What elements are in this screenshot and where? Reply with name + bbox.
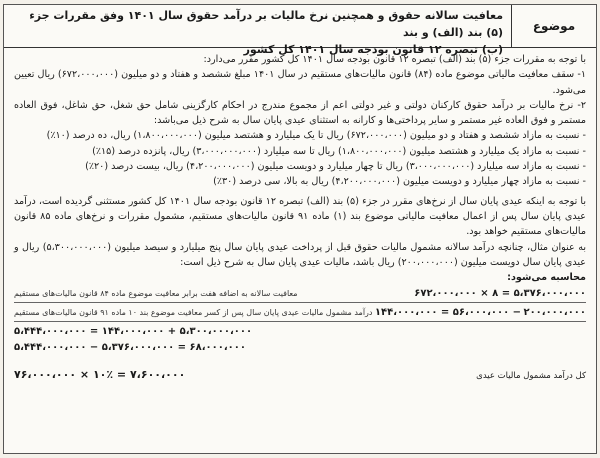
- example-paragraph: به عنوان مثال، چنانچه درآمد سالانه مشمول مالیات حقوق قبل از پرداخت عیدی پایان سال پنج میلیارد و سیصد میلیون (۵،۳۰۰،۰۰۰،۰۰۰) ریال و عیدی پایان سال دویست میلیون (۲۰۰،۰۰۰،۰۰۰) ریال باشد، مالیات عیدی پایان سال به شرح ذیل است:: [14, 241, 587, 268]
- result-label: کل درآمد مشمول مالیات عیدی: [476, 371, 586, 382]
- tax-bracket-2: - نسبت به مازاد یک میلیارد و هشتصد میلیون (۱،۸۰۰،۰۰۰،۰۰۰) ریال تا سه میلیارد (۳،۰۰۰،۰۰۰،۰۰۰) ریال، پانزده درصد (۱۵٪): [92, 145, 586, 157]
- title-line-1: معافیت سالانه حقوق و همچنین نرخ مالیات بر درآمد حقوق سال ۱۴۰۱ وفق مقررات جزء (۵) بند (الف) و بند: [29, 9, 503, 39]
- tax-bracket-3: - نسبت به مازاد سه میلیارد (۳،۰۰۰،۰۰۰،۰۰۰) ریال تا چهار میلیارد و دویست میلیون (۴،۲۰۰،۰۰۰،۰۰۰) ریال، بیست درصد (۲۰٪): [85, 161, 586, 173]
- bonus-exemption-paragraph: با توجه به اینکه عیدی پایان سال از نرخ‌های مقرر در جزء (۵) بند (الف) تبصره ۱۲ قانون بودجه سال ۱۴۰۱ کل کشور مستثنی گردیده است، درآمد عیدی پایان سال پس از اعمال معافیت مالیاتی موضوع بند (۱) ماده ۹۱ قانون مالیات‌های مستقیم، مشمول مقررات و نرخ‌های ماده ۸۵ قانون مالیات‌های مستقیم خواهد بود.: [14, 195, 587, 238]
- calc-row-4-formula: ۵،۴۴۴،۰۰۰،۰۰۰ − ۵،۳۷۶،۰۰۰،۰۰۰ = ۶۸،۰۰۰،۰۰۰: [14, 341, 246, 353]
- calc-row-1-formula: ۶۷۲،۰۰۰،۰۰۰ × ۸ = ۵،۳۷۶،۰۰۰،۰۰۰: [414, 287, 586, 299]
- calc-row-2-left: ۲۰۰،۰۰۰،۰۰۰: [523, 306, 586, 318]
- calc-row-2-desc: درآمد مشمول مالیات عیدی پایان سال پس از کسر معافیت موضوع بند ۱۰ ماده ۹۱ قانون مالیات‌های مستقیم: [14, 307, 373, 317]
- calculation-block: [4, 285, 596, 355]
- calc-row-3-formula: ۵،۴۴۴،۰۰۰،۰۰۰ = ۱۴۴،۰۰۰،۰۰۰ + ۵،۳۰۰،۰۰۰،۰۰۰: [14, 325, 253, 337]
- subject-label: موضوع: [511, 5, 596, 47]
- document-body: [4, 48, 596, 285]
- calc-row-2: [14, 304, 586, 320]
- circular-document: [3, 4, 597, 454]
- document-title: [4, 5, 511, 56]
- exemption-clause: ۱- سقف معافیت مالیاتی موضوع ماده (۸۴) قانون مالیات‌های مستقیم در سال ۱۴۰۱ مبلغ ششصد و هفتاد و دو میلیون (۶۷۲،۰۰۰،۰۰۰) ریال تعیین می‌شود.: [14, 69, 586, 96]
- tax-bracket-1: - نسبت به مازاد ششصد و هفتاد و دو میلیون (۶۷۲،۰۰۰،۰۰۰) ریال تا یک میلیارد و هشتصد میلیون (۱،۸۰۰،۰۰۰،۰۰۰) ریال، ده درصد (۱۰٪): [46, 130, 586, 142]
- tax-rate-clause: ۲- نرخ مالیات بر درآمد حقوق کارکنان دولتی و غیر دولتی اعم از مجموع مندرج در احکام کارگزینی شامل حق شغل، حق شاغل، فوق العاده مستمر و فوق العاده غیر مستمر و سایر پرداختی‌ها و کارانه به استثنای عیدی پایان سال به شرح ذیل می‌باشد:: [14, 99, 586, 127]
- calc-result: [4, 355, 596, 381]
- title-line-2: (ب) تبصره ۱۲ قانون بودجه سال ۱۴۰۱ کل کشور: [243, 43, 503, 56]
- document-header: [4, 5, 596, 56]
- result-formula: ۷۶،۰۰۰،۰۰۰ × ۱۰٪ = ۷،۶۰۰،۰۰۰: [14, 368, 186, 382]
- calc-row-2-formula: ۱۴۴،۰۰۰،۰۰۰ = ۵۶،۰۰۰،۰۰۰ −: [374, 306, 522, 318]
- calc-heading: محاسبه می‌شود:: [507, 272, 586, 284]
- calc-row-1: [14, 285, 586, 301]
- calc-row-4: [14, 339, 586, 355]
- intro-paragraph: با توجه به مقررات جزء (۵) بند (الف) تبصره ۱۲ قانون بودجه سال ۱۴۰۱ کل کشور مقرر می‌دارد:: [203, 54, 586, 65]
- calc-row-3: [14, 323, 586, 339]
- calc-row-1-desc: معافیت سالانه به اضافه هفت برابر معافیت موضوع ماده ۸۴ قانون مالیات‌های مستقیم: [14, 288, 298, 298]
- tax-bracket-4: - نسبت به مازاد چهار میلیارد و دویست میلیون (۴،۲۰۰،۰۰۰،۰۰۰) ریال به بالا، سی درصد (۳۰٪): [213, 176, 586, 188]
